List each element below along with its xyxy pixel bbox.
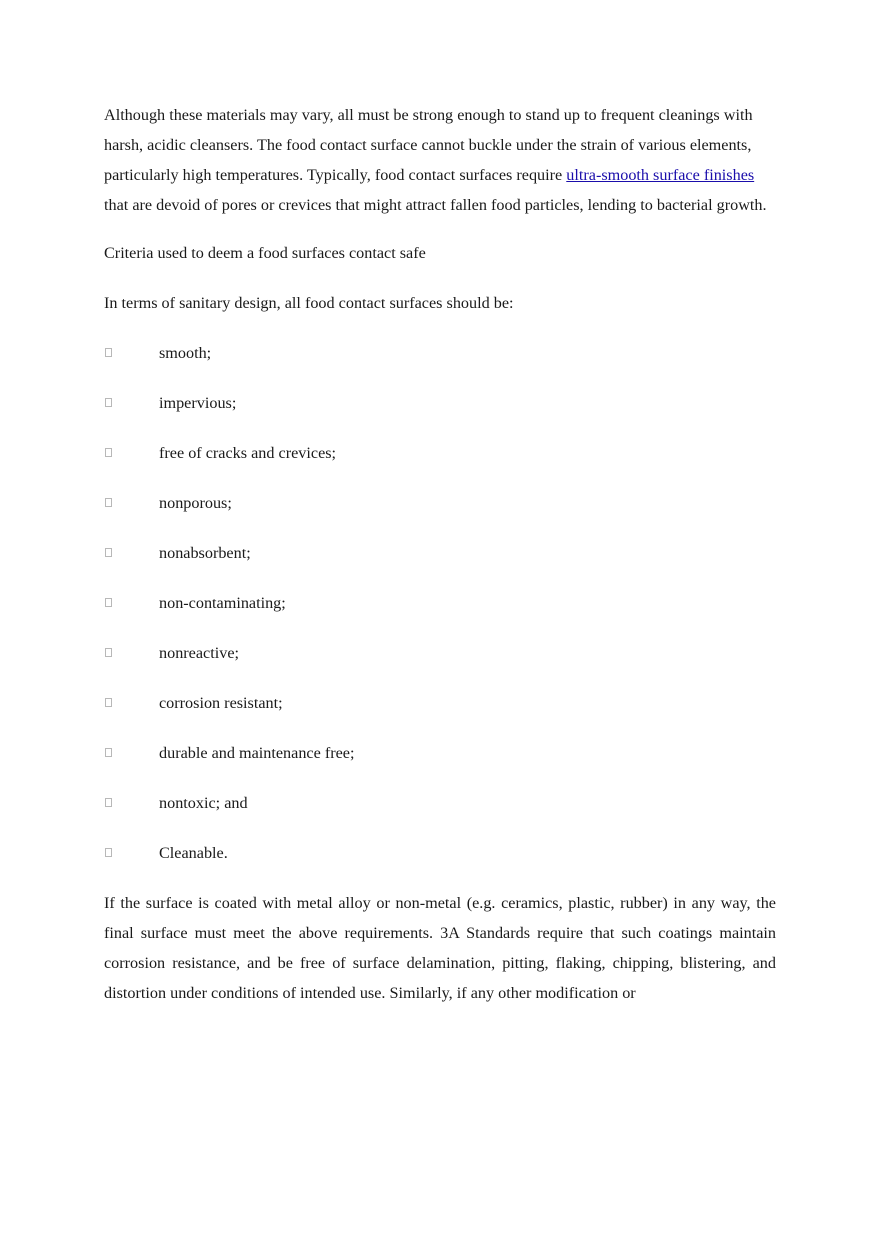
bullet-box-icon (105, 398, 112, 407)
bullet-box-icon (105, 698, 112, 707)
criteria-heading: Criteria used to deem a food surfaces contact safe (104, 244, 426, 262)
list-item-text: nonabsorbent; (159, 544, 251, 562)
bullet-box-icon (105, 748, 112, 757)
bullet-box-icon (105, 348, 112, 357)
list-item-text: smooth; (159, 344, 212, 362)
list-item (104, 688, 776, 718)
intro-paragraph (104, 100, 776, 220)
list-item (104, 788, 776, 818)
list-item-text: Cleanable. (159, 844, 228, 862)
criteria-list (104, 338, 776, 868)
list-item-text: nonreactive; (159, 644, 239, 662)
bullet-box-icon (105, 848, 112, 857)
list-item (104, 488, 776, 518)
intro-paragraph-text-end: that are devoid of pores or crevices that might attract fallen food particles, lending to bacterial growth. (104, 196, 767, 214)
list-item (104, 738, 776, 768)
list-item (104, 438, 776, 468)
list-item-text: nonporous; (159, 494, 232, 512)
bullet-box-icon (105, 598, 112, 607)
list-item-text: nontoxic; and (159, 794, 248, 812)
bullet-box-icon (105, 498, 112, 507)
list-item-text: impervious; (159, 394, 237, 412)
list-item (104, 338, 776, 368)
list-item (104, 638, 776, 668)
list-item-text: free of cracks and crevices; (159, 444, 337, 462)
intro-paragraph-text-start: Although these materials may vary, all must be strong enough to stand up to frequent cleanings with harsh, acidic cleansers. The food contact surface cannot buckle under the strain of various elements, particularly high temperatures. Typically, food contact surfaces require (104, 106, 753, 184)
bullet-box-icon (105, 448, 112, 457)
list-item (104, 538, 776, 568)
bullet-box-icon (105, 548, 112, 557)
coating-requirements-paragraph: If the surface is coated with metal alloy or non-metal (e.g. ceramics, plastic, rubber) in any way, the final surface must meet the above requirements. 3A Standards require that such coatings maintain corrosion resistance, and be free of surface delamination, pitting, flaking, chipping, blistering, and distortion under conditions of intended use. Similarly, if any other modification or (104, 894, 776, 1002)
list-item (104, 838, 776, 868)
list-item-text: non-contaminating; (159, 594, 286, 612)
document-page (104, 100, 776, 1008)
list-item-text: durable and maintenance free; (159, 744, 355, 762)
list-item (104, 388, 776, 418)
list-item (104, 588, 776, 618)
ultra-smooth-surface-finishes-link[interactable]: ultra-smooth surface finishes (566, 166, 755, 184)
bullet-box-icon (105, 798, 112, 807)
list-item-text: corrosion resistant; (159, 694, 283, 712)
sanitary-design-intro: In terms of sanitary design, all food contact surfaces should be: (104, 294, 514, 312)
bullet-box-icon (105, 648, 112, 657)
